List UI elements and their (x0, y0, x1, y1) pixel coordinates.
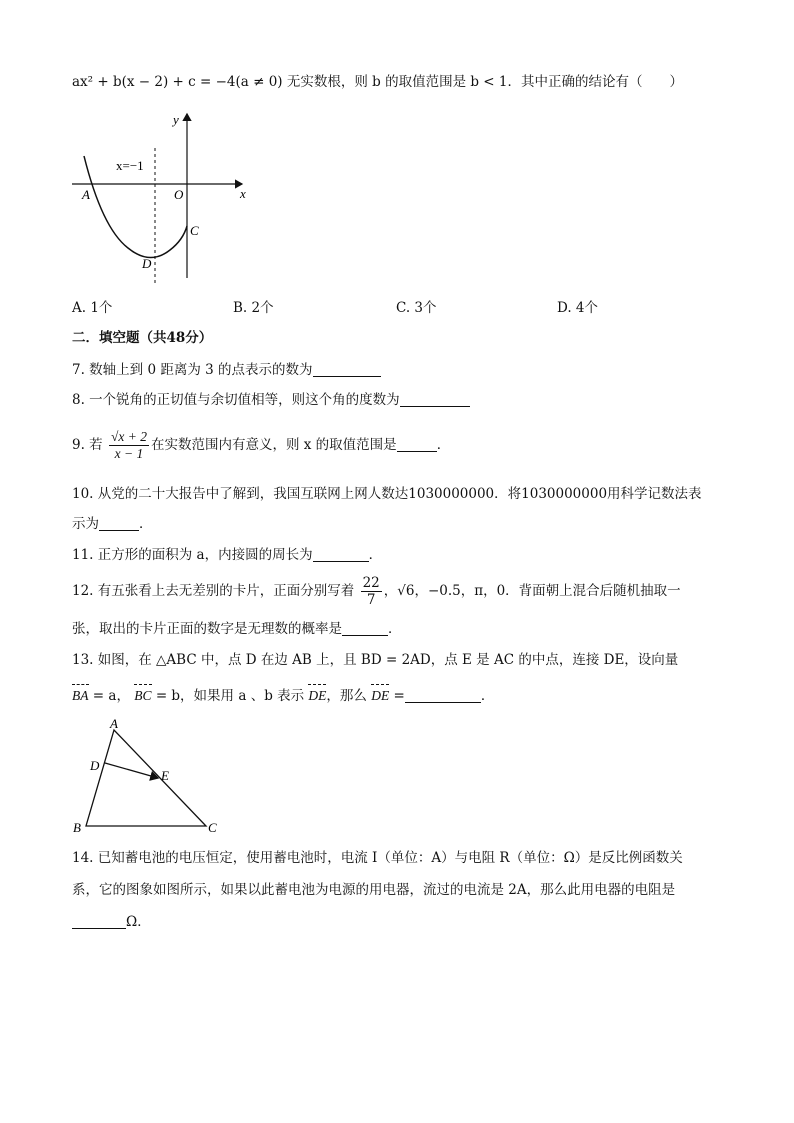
q14-answer-blank[interactable] (72, 914, 126, 929)
vector-DE: DE (308, 686, 326, 706)
q11: 11. 正方形的面积为 a，内接圆的周长为 ． (72, 547, 383, 563)
vector-BA: BA (72, 686, 89, 706)
q8-answer-blank[interactable] (400, 392, 470, 407)
q6-option-c: C. 3个 (396, 300, 437, 316)
q12-answer-blank[interactable] (342, 621, 388, 636)
q13-line1: 13. 如图，在 △ABC 中，点 D 在边 AB 上，且 BD = 2AD，点 E 是 AC 的中点，连接 DE，设向量 (72, 652, 679, 668)
q14-line2: 系，它的图象如图所示，如果以此蓄电池为电源的用电器，流过的电流是 2A，那么此用电器的电阻是 (72, 882, 676, 898)
label-C: C (208, 820, 217, 835)
label-D: D (90, 758, 100, 773)
q13-triangle-figure (70, 718, 230, 838)
q9: 9. 若 $\frac{√x + 2}{x - 1}$ 在实数范围内有意义，则 x 的取值范围是 ． (72, 429, 451, 461)
q10-line2: 示为 ． (72, 516, 153, 532)
q6-option-d: D. 4个 (557, 300, 599, 316)
q9-answer-blank[interactable] (397, 437, 437, 452)
q10-answer-blank[interactable] (99, 516, 139, 531)
label-D: D (142, 256, 152, 271)
q12-fraction: $\frac{22}{7}$ (362, 575, 380, 608)
q6-option-a: A. 1个 (72, 300, 113, 316)
label-E: E (161, 768, 169, 783)
label-B: B (73, 820, 81, 835)
q8: 8. 一个锐角的正切值与余切值相等，则这个角的度数为 (72, 390, 470, 410)
q10-line1: 10. 从党的二十大报告中了解到，我国互联网上网人数达1030000000．将1030000000用科学记数法表 (72, 486, 702, 502)
q13-answer-blank[interactable] (405, 688, 481, 703)
q14-line3: Ω． (72, 912, 151, 932)
label-A: A (110, 718, 118, 731)
q14-line1: 14. 已知蓄电池的电压恒定，使用蓄电池时，电流 I（单位：A）与电阻 R（单位：Ω）是反比例函数关 (72, 850, 683, 866)
section-heading: 二．填空题（共48分） (72, 330, 213, 346)
label-axis-eq: x=−1 (116, 158, 144, 173)
label-O: O (174, 187, 184, 202)
q13-line2: BA = a， BC = b，如果用 a 、b 表示 DE，那么 DE = ． (72, 688, 495, 704)
q7: 7. 数轴上到 0 距离为 3 的点表示的数为 (72, 360, 381, 380)
q11-answer-blank[interactable] (313, 547, 369, 562)
vector-DE-2: DE (371, 686, 389, 706)
q6-parabola-graph (70, 108, 260, 288)
vector-BC: BC (134, 686, 151, 706)
label-y: y (173, 112, 179, 127)
triangle-ABC (86, 730, 206, 826)
label-C: C (190, 223, 199, 238)
label-x: x (240, 186, 246, 201)
label-A: A (82, 187, 90, 202)
q12-line2: 张，取出的卡片正面的数字是无理数的概率是 ． (72, 621, 402, 637)
q6-option-b: B. 2个 (233, 300, 274, 316)
q12-line1: 12. 有五张看上去无差别的卡片，正面分别写着 $\frac{22}{7}$ ，√6，−0.5，π，0．背面朝上混合后随机抽取一 (72, 575, 681, 608)
q9-fraction: $\frac{√x + 2}{x - 1}$ (110, 429, 147, 461)
q6-stem-tail: ax² + b(x − 2) + c = −4(a ≠ 0) 无实数根，则 b 的取值范围是 b < 1．其中正确的结论有（ ） (72, 74, 683, 90)
segment-DE (105, 763, 158, 778)
q7-answer-blank[interactable] (313, 362, 381, 377)
